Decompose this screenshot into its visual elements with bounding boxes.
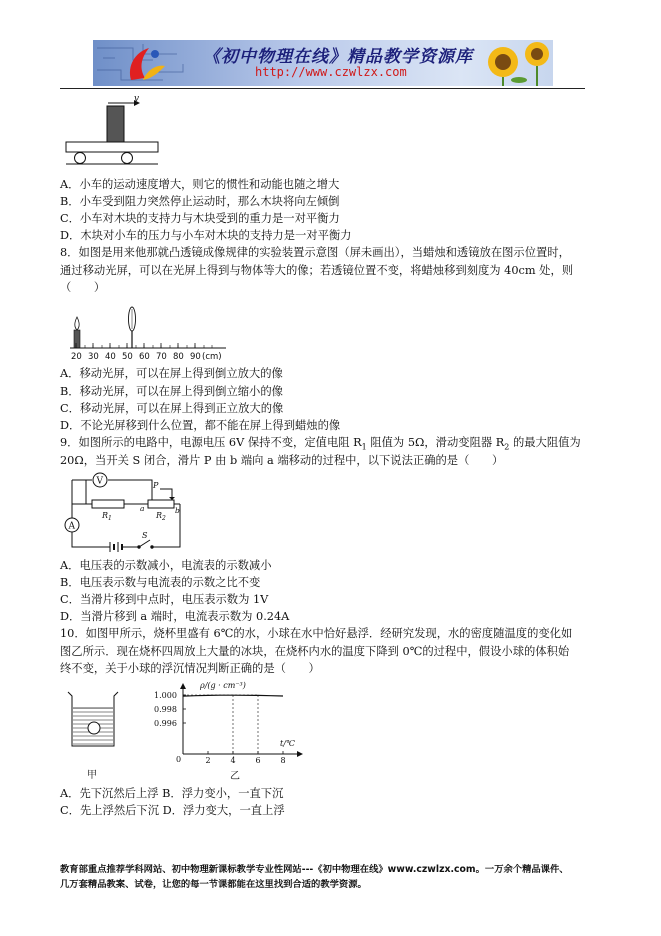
- y-tick-label: 0.998: [154, 705, 177, 714]
- x-tick-label: 8: [280, 756, 286, 765]
- q9-option-a: A．电压表的示数减小，电流表的示数减小: [60, 559, 272, 572]
- bench-tick-label: 30: [88, 352, 99, 361]
- resistor-r1: [92, 500, 124, 508]
- q9-stem-sub2: 2: [504, 442, 510, 452]
- beaker-figure: [62, 686, 126, 784]
- optical-bench-figure: [62, 303, 238, 361]
- banner-url: http://www.czwlzx.com: [255, 65, 407, 79]
- q8-option-c: C．移动光屏，可以在屏上得到正立放大的像: [60, 402, 284, 415]
- q10-stem-line3: 终不变，关于小球的浮沉情况判断正确的是（ ）: [60, 662, 320, 675]
- q8-stem-line2: 通过移动光屏，可以在光屏上得到与物体等大的像；若透镜位置不变，将蜡烛移到刻度为 40cm 处，则: [60, 264, 574, 277]
- q9-stem-part-c: 的最大阻值为: [509, 436, 581, 449]
- q8-stem-line1: 8．如图是用来他那就凸透镜成像规律的实验装置示意图（屏未画出），当蜡烛和透镜放在图示位置时，: [60, 246, 570, 259]
- q8-option-a: A．移动光屏，可以在屏上得到倒立放大的像: [60, 367, 283, 380]
- cart-body: [66, 142, 158, 152]
- switch-icon: [138, 540, 153, 548]
- density-graph: [150, 680, 310, 782]
- end-b-label: b: [175, 506, 180, 515]
- header-banner: [93, 40, 553, 86]
- battery-icon: [110, 542, 122, 552]
- q9-stem-sub1: 1: [361, 442, 367, 452]
- q9-option-d: D．当滑片移到 a 端时，电流表示数为 0.24A: [60, 610, 290, 623]
- x-tick-label: 6: [255, 756, 261, 765]
- bench-tick-label: 20: [71, 352, 82, 361]
- voltmeter-label: V: [96, 476, 103, 487]
- x-tick-label: 4: [230, 756, 236, 765]
- density-origin: 0: [176, 755, 182, 764]
- rheostat-r2: [148, 500, 174, 508]
- q10-options-line1: A．先下沉然后上浮 B．浮力变小，一直下沉: [60, 787, 284, 800]
- q7-option-b: B．小车受到阻力突然停止运动时，那么木块将向左倾倒: [60, 195, 340, 208]
- bench-tick-label: 90: [190, 352, 201, 361]
- y-axis-arrow: [180, 683, 186, 689]
- q9-option-b: B．电压表示数与电流表的示数之比不变: [60, 576, 261, 589]
- bench-tick-label: 70: [156, 352, 167, 361]
- bench-tick-label: 80: [173, 352, 184, 361]
- candle-icon: [74, 317, 80, 348]
- y-tick-label: 0.996: [154, 719, 177, 728]
- q9-stem-part-a: 9．如图所示的电路中，电源电压 6V 保持不变，定值电阻 R: [60, 436, 362, 449]
- q8-option-b: B．移动光屏，可以在屏上得到倒立缩小的像: [60, 385, 283, 398]
- q7-option-d: D．木块对小车的压力与小车对木块的支持力是一对平衡力: [60, 229, 352, 242]
- q8-stem-line3: （ ）: [60, 281, 106, 294]
- cart-wheel: [75, 153, 86, 164]
- slider-label: P: [153, 481, 159, 490]
- q8-option-d: D．不论光屏移到什么位置，都不能在屏上得到蜡烛的像: [60, 419, 341, 432]
- footer-line1: 教育部重点推荐学科网站、初中物理新课标教学专业性网站---《初中物理在线》www.czwlzx.com。一万余个精品课件、: [60, 864, 569, 875]
- q9-stem-line2: 20Ω，当开关 S 闭合，滑片 P 由 b 端向 a 端移动的过程中，以下说法正确的是（ ）: [60, 454, 504, 467]
- r1-label: $R_1$: [102, 511, 112, 522]
- q10-options-line2: C．先上浮然后下沉 D．浮力变大，一直上浮: [60, 804, 285, 817]
- x-tick-label: 2: [205, 756, 211, 765]
- end-a-label: a: [140, 504, 145, 513]
- cart-figure: [62, 95, 162, 167]
- header-rule: [60, 88, 585, 89]
- density-caption: 乙: [230, 771, 240, 782]
- r2-label: $R_2$: [156, 511, 166, 522]
- sunflower-icon: [473, 40, 553, 86]
- ball-icon: [88, 722, 100, 734]
- footer-line2: 几万套精品教案、试卷，让您的每一节课都能在这里找到合适的教学资源。: [60, 879, 367, 890]
- q9-option-c: C．当滑片移到中点时，电压表示数为 1V: [60, 593, 269, 606]
- convex-lens-icon: [129, 307, 136, 348]
- ammeter-label: A: [68, 521, 75, 532]
- velocity-label: v: [134, 95, 140, 104]
- y-tick-label: 1.000: [154, 691, 177, 700]
- wood-block: [107, 106, 124, 142]
- density-ylabel: ρ/(g · cm⁻³): [200, 681, 246, 690]
- switch-label: S: [142, 531, 148, 540]
- density-xlabel: t/℃: [280, 739, 295, 748]
- q7-option-c: C．小车对木块的支持力与木块受到的重力是一对平衡力: [60, 212, 340, 225]
- logo-icon: [123, 44, 167, 84]
- cart-wheel: [122, 153, 133, 164]
- circuit-figure: [62, 471, 192, 555]
- beaker-caption: 甲: [87, 770, 97, 781]
- q10-stem-line1: 10．如图甲所示，烧杯里盛有 6℃的水，小球在水中恰好悬浮．经研究发现，水的密度随温度的变化如: [60, 627, 573, 640]
- q9-stem-part-b: 阻值为 5Ω，滑动变阻器 R: [366, 436, 505, 449]
- q7-option-a: A．小车的运动速度增大，则它的惯性和动能也随之增大: [60, 178, 340, 191]
- bench-unit: (cm): [202, 352, 222, 361]
- bench-tick-label: 60: [139, 352, 150, 361]
- bench-tick-label: 40: [105, 352, 116, 361]
- bench-tick-label: 50: [122, 352, 133, 361]
- banner-title: 《初中物理在线》精品教学资源库: [203, 47, 473, 67]
- x-axis-arrow: [297, 751, 303, 757]
- q10-stem-line2: 图乙所示．现在烧杯四周放上大量的冰块，在烧杯内水的温度下降到 0℃的过程中，假设小球的体积始: [60, 645, 570, 658]
